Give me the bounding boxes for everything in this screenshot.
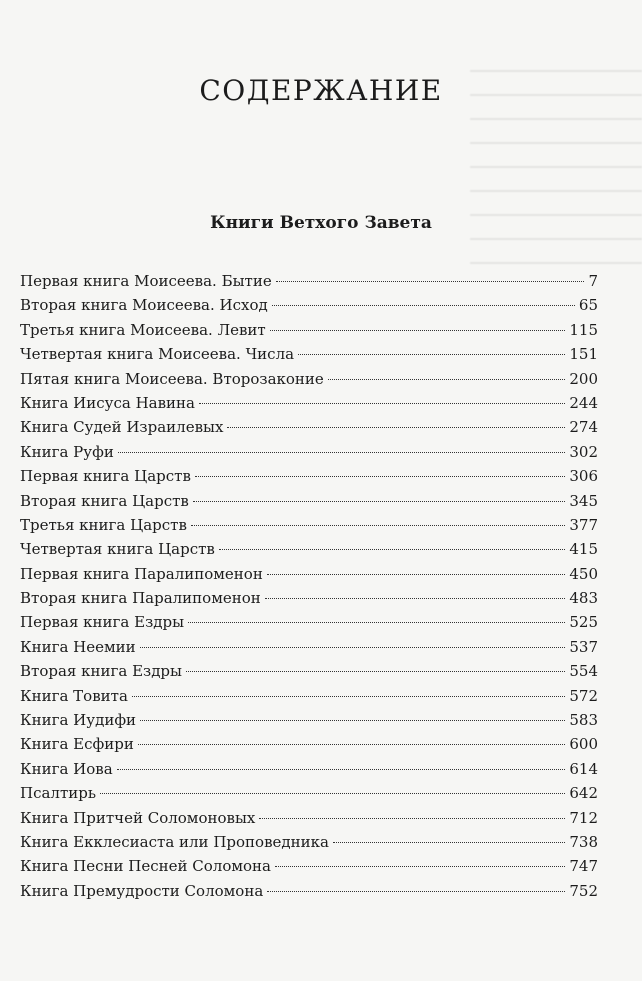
toc-entry-page: 738	[569, 832, 598, 851]
toc-entry-page: 115	[569, 320, 598, 339]
toc-entry-title: Книга Есфири	[20, 735, 134, 754]
toc-entry[interactable]	[20, 806, 598, 830]
table-of-contents	[20, 269, 598, 903]
toc-entry-title: Книга Иова	[20, 759, 113, 778]
toc-entry[interactable]	[20, 537, 598, 561]
toc-entry-title: Псалтирь	[20, 784, 97, 803]
toc-entry-page: 752	[569, 881, 598, 900]
toc-entry-page: 415	[569, 540, 598, 559]
toc-entry-page: 614	[569, 759, 598, 778]
toc-entry-page: 483	[569, 589, 598, 608]
toc-leader-dots	[140, 720, 565, 721]
toc-entry[interactable]	[20, 440, 598, 464]
toc-entry[interactable]	[20, 708, 598, 732]
toc-leader-dots	[219, 549, 565, 550]
toc-entry[interactable]	[20, 513, 598, 537]
toc-entry-page: 537	[569, 637, 598, 656]
toc-leader-dots	[117, 769, 566, 770]
toc-entry[interactable]	[20, 342, 598, 366]
toc-entry[interactable]	[20, 684, 598, 708]
toc-leader-dots	[140, 647, 566, 648]
toc-entry-page: 554	[569, 662, 598, 681]
toc-entry-title: Четвертая книга Моисеева. Числа	[20, 345, 295, 364]
toc-entry-title: Пятая книга Моисеева. Второзаконие	[20, 369, 324, 388]
toc-leader-dots	[188, 622, 565, 623]
toc-leader-dots	[193, 501, 566, 502]
toc-entry-title: Третья книга Моисеева. Левит	[20, 320, 266, 339]
page-title: СОДЕРЖАНИЕ	[199, 74, 443, 107]
toc-entry-title: Четвертая книга Царств	[20, 540, 215, 559]
toc-entry-title: Первая книга Паралипоменон	[20, 564, 263, 583]
toc-entry-title: Книга Руфи	[20, 442, 114, 461]
toc-entry-title: Первая книга Царств	[20, 467, 191, 486]
toc-leader-dots	[100, 793, 565, 794]
toc-leader-dots	[267, 891, 565, 892]
toc-entry-title: Книга Иудифи	[20, 711, 137, 730]
toc-entry[interactable]	[20, 391, 598, 415]
toc-leader-dots	[138, 744, 565, 745]
toc-leader-dots	[333, 842, 565, 843]
toc-leader-dots	[267, 574, 566, 575]
toc-leader-dots	[275, 866, 565, 867]
toc-entry-title: Книга Судей Израилевых	[20, 418, 224, 437]
toc-leader-dots	[132, 696, 565, 697]
toc-entry[interactable]	[20, 781, 598, 805]
toc-entry[interactable]	[20, 757, 598, 781]
toc-entry-title: Книга Иисуса Навина	[20, 393, 195, 412]
toc-entry[interactable]	[20, 415, 598, 439]
section-heading: Книги Ветхого Завета	[210, 213, 432, 233]
toc-leader-dots	[186, 671, 565, 672]
toc-entry-title: Книга Товита	[20, 686, 128, 705]
toc-entry-page: 377	[569, 515, 598, 534]
toc-entry[interactable]	[20, 635, 598, 659]
toc-entry-title: Третья книга Царств	[20, 515, 187, 534]
toc-entry-title: Вторая книга Паралипоменон	[20, 589, 261, 608]
toc-entry[interactable]	[20, 293, 598, 317]
toc-entry[interactable]	[20, 830, 598, 854]
toc-entry[interactable]	[20, 854, 598, 878]
toc-entry-title: Первая книга Ездры	[20, 613, 185, 632]
toc-leader-dots	[227, 427, 565, 428]
toc-leader-dots	[191, 525, 565, 526]
toc-entry-title: Книга Песни Песней Соломона	[20, 857, 272, 876]
toc-entry[interactable]	[20, 464, 598, 488]
toc-entry-page: 244	[569, 393, 598, 412]
toc-leader-dots	[199, 403, 565, 404]
toc-leader-dots	[328, 379, 566, 380]
toc-leader-dots	[276, 281, 585, 282]
toc-entry-page: 583	[569, 711, 598, 730]
toc-entry-page: 65	[578, 296, 598, 315]
toc-entry-title: Вторая книга Царств	[20, 491, 189, 510]
toc-leader-dots	[118, 452, 566, 453]
toc-entry-page: 525	[569, 613, 598, 632]
toc-entry[interactable]	[20, 318, 598, 342]
toc-entry-page: 747	[569, 857, 598, 876]
toc-leader-dots	[298, 354, 565, 355]
toc-entry-page: 450	[569, 564, 598, 583]
toc-entry-page: 302	[569, 442, 598, 461]
toc-entry[interactable]	[20, 269, 598, 293]
toc-entry-page: 306	[569, 467, 598, 486]
toc-entry[interactable]	[20, 489, 598, 513]
toc-entry[interactable]	[20, 732, 598, 756]
toc-leader-dots	[195, 476, 565, 477]
toc-entry-title: Книга Притчей Соломоновых	[20, 808, 256, 827]
toc-entry[interactable]	[20, 610, 598, 634]
toc-entry-title: Книга Неемии	[20, 637, 136, 656]
toc-entry-page: 642	[569, 784, 598, 803]
toc-leader-dots	[259, 818, 565, 819]
toc-leader-dots	[272, 305, 575, 306]
toc-entry-page: 345	[569, 491, 598, 510]
toc-entry-page: 151	[569, 345, 598, 364]
toc-leader-dots	[270, 330, 566, 331]
toc-entry[interactable]	[20, 879, 598, 903]
toc-leader-dots	[265, 598, 566, 599]
toc-entry-page: 712	[569, 808, 598, 827]
toc-entry-page: 7	[588, 272, 598, 290]
toc-entry[interactable]	[20, 659, 598, 683]
toc-entry[interactable]	[20, 367, 598, 391]
toc-entry-title: Вторая книга Ездры	[20, 662, 182, 681]
toc-entry-page: 572	[569, 686, 598, 705]
toc-entry-title: Первая книга Моисеева. Бытие	[20, 272, 272, 290]
toc-entry[interactable]	[20, 586, 598, 610]
toc-entry-page: 274	[569, 418, 598, 437]
toc-entry-title: Вторая книга Моисеева. Исход	[20, 296, 268, 315]
toc-entry-title: Книга Премудрости Соломона	[20, 881, 264, 900]
toc-entry[interactable]	[20, 562, 598, 586]
toc-entry-page: 600	[569, 735, 598, 754]
toc-entry-page: 200	[569, 369, 598, 388]
toc-entry-title: Книга Екклесиаста или Проповедника	[20, 832, 329, 851]
